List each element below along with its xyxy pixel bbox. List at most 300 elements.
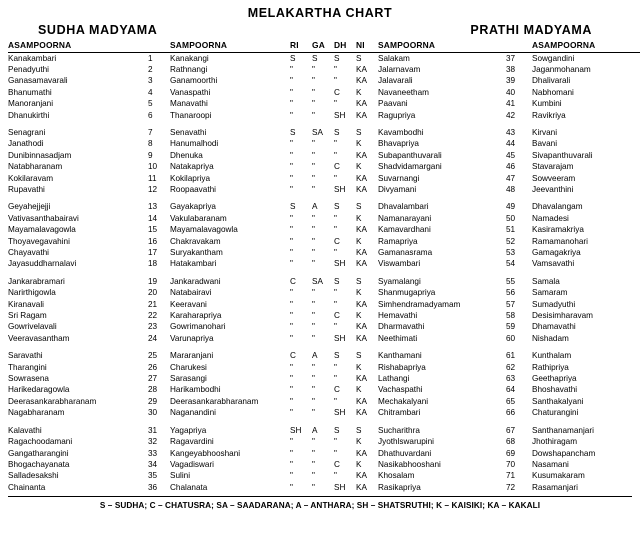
cell-sampoorna-left: Deerasankarabharanam bbox=[170, 396, 259, 406]
cell-asampoorna-right: Kirvani bbox=[532, 127, 558, 137]
cell-ni: S bbox=[356, 127, 362, 137]
cell-asampoorna-left: Veeravasantham bbox=[8, 333, 70, 343]
cell-ri: " bbox=[290, 471, 293, 481]
table-row bbox=[8, 127, 640, 138]
cell-asampoorna-left: Janathodi bbox=[8, 139, 44, 149]
cell-number-right: 50 bbox=[506, 213, 516, 223]
cell-ri: " bbox=[290, 248, 293, 257]
cell-ga: " bbox=[312, 87, 315, 97]
cell-ni: KA bbox=[356, 396, 367, 406]
cell-dh: " bbox=[334, 99, 337, 109]
cell-sampoorna-left: Naganandini bbox=[170, 408, 216, 418]
cell-number-left: 2 bbox=[148, 64, 153, 74]
cell-number-left: 1 bbox=[148, 53, 153, 63]
cell-ni: K bbox=[356, 311, 362, 321]
cell-number-right: 37 bbox=[506, 53, 516, 63]
cell-sampoorna-left: Kangeyabhooshani bbox=[170, 448, 241, 458]
cell-ri: " bbox=[290, 385, 293, 395]
table-row bbox=[8, 213, 640, 224]
table-row bbox=[8, 53, 640, 65]
cell-number-left: 5 bbox=[148, 99, 153, 109]
cell-asampoorna-left: Mayamalavagowla bbox=[8, 225, 76, 235]
cell-asampoorna-right: Sowveeram bbox=[532, 173, 576, 183]
table-row bbox=[8, 184, 640, 195]
cell-number-left: 6 bbox=[148, 110, 153, 120]
cell-ga: " bbox=[312, 173, 315, 183]
cell-number-right: 38 bbox=[506, 64, 516, 74]
cell-dh: S bbox=[334, 202, 340, 212]
cell-number-right: 42 bbox=[506, 110, 516, 120]
cell-number-right: 69 bbox=[506, 448, 516, 458]
cell-asampoorna-right: Desisimharavam bbox=[532, 311, 593, 321]
cell-ga: A bbox=[312, 351, 318, 361]
cell-number-right: 49 bbox=[506, 202, 516, 212]
cell-number-right: 51 bbox=[506, 225, 516, 235]
cell-dh: " bbox=[334, 139, 337, 149]
cell-ri: " bbox=[290, 76, 293, 86]
cell-asampoorna-left: Thoyavegavahini bbox=[8, 236, 70, 246]
cell-number-right: 68 bbox=[506, 437, 516, 447]
cell-ni: S bbox=[356, 425, 362, 435]
cell-dh: SH bbox=[334, 259, 346, 269]
cell-ni: S bbox=[356, 276, 362, 286]
cell-ga: A bbox=[312, 202, 318, 212]
cell-ni: KA bbox=[356, 374, 367, 384]
cell-number-left: 25 bbox=[148, 351, 158, 361]
cell-ga: SA bbox=[312, 127, 323, 137]
cell-asampoorna-left: Bhogachayanata bbox=[8, 459, 70, 469]
cell-sampoorna-left: Yagapriya bbox=[170, 425, 207, 435]
cell-ri: SH bbox=[290, 425, 302, 435]
cell-sampoorna-left: Gowrimanohari bbox=[170, 322, 226, 332]
cell-ri: " bbox=[290, 482, 293, 492]
cell-ga: " bbox=[312, 408, 315, 418]
cell-dh: " bbox=[334, 299, 337, 309]
cell-asampoorna-right: Jeevanthini bbox=[532, 184, 574, 194]
cell-sampoorna-left: Varunapriya bbox=[170, 333, 214, 343]
cell-number-right: 54 bbox=[506, 259, 516, 269]
cell-ri: " bbox=[290, 459, 293, 469]
cell-ri: " bbox=[290, 311, 293, 321]
cell-number-right: 48 bbox=[506, 184, 516, 194]
cell-number-left: 20 bbox=[148, 288, 158, 298]
cell-dh: SH bbox=[334, 184, 346, 194]
cell-sampoorna-right: Ragupriya bbox=[378, 110, 416, 120]
cell-number-left: 28 bbox=[148, 385, 158, 395]
cell-ga: " bbox=[312, 184, 315, 194]
cell-dh: " bbox=[334, 248, 337, 257]
cell-asampoorna-left: Deerasankarabharanam bbox=[8, 396, 97, 406]
cell-sampoorna-left: Gayakapriya bbox=[170, 202, 216, 212]
cell-dh: " bbox=[334, 374, 337, 384]
cell-asampoorna-left: Jayasuddharnalavi bbox=[8, 259, 77, 269]
cell-asampoorna-left: Nagabharanam bbox=[8, 408, 65, 418]
cell-number-right: 53 bbox=[506, 248, 516, 257]
cell-dh: " bbox=[334, 322, 337, 332]
cell-ni: KA bbox=[356, 482, 367, 492]
cell-ga: " bbox=[312, 311, 315, 321]
cell-number-right: 46 bbox=[506, 162, 516, 172]
cell-asampoorna-left: Harikedaragowla bbox=[8, 385, 70, 395]
cell-sampoorna-left: Karaharapriya bbox=[170, 311, 222, 321]
cell-ni: KA bbox=[356, 184, 367, 194]
cell-sampoorna-right: Mechakalyani bbox=[378, 396, 429, 406]
cell-sampoorna-left: Keeravani bbox=[170, 299, 207, 309]
cell-sampoorna-left: Kanakangi bbox=[170, 53, 209, 63]
cell-asampoorna-right: Nabhomani bbox=[532, 87, 574, 97]
cell-ri: " bbox=[290, 150, 293, 160]
cell-ni: KA bbox=[356, 173, 367, 183]
cell-sampoorna-left: Hatakambari bbox=[170, 259, 217, 269]
cell-sampoorna-left: Vagadiswari bbox=[170, 459, 214, 469]
table-row bbox=[8, 248, 640, 259]
cell-asampoorna-left: Chayavathi bbox=[8, 248, 49, 257]
cell-dh: S bbox=[334, 53, 340, 63]
cell-number-right: 63 bbox=[506, 374, 516, 384]
table-row bbox=[8, 225, 640, 236]
cell-ri: S bbox=[290, 127, 296, 137]
cell-sampoorna-right: Jalavarali bbox=[378, 76, 413, 86]
cell-asampoorna-left: Saravathi bbox=[8, 351, 43, 361]
cell-number-right: 56 bbox=[506, 288, 516, 298]
col-dh: DH bbox=[334, 40, 356, 53]
cell-sampoorna-left: Sarasangi bbox=[170, 374, 207, 384]
cell-ri: " bbox=[290, 259, 293, 269]
cell-number-right: 55 bbox=[506, 276, 516, 286]
cell-number-left: 9 bbox=[148, 150, 153, 160]
cell-ga: " bbox=[312, 482, 315, 492]
cell-ni: KA bbox=[356, 259, 367, 269]
cell-ga: " bbox=[312, 471, 315, 481]
cell-asampoorna-left: Sri Ragam bbox=[8, 311, 47, 321]
cell-ga: " bbox=[312, 162, 315, 172]
cell-sampoorna-right: Hemavathi bbox=[378, 311, 418, 321]
cell-ga: SA bbox=[312, 276, 323, 286]
cell-number-right: 43 bbox=[506, 127, 516, 137]
cell-ni: KA bbox=[356, 408, 367, 418]
cell-sampoorna-left: Ganamoorthi bbox=[170, 76, 218, 86]
cell-number-left: 33 bbox=[148, 448, 158, 458]
cell-number-left: 19 bbox=[148, 276, 158, 286]
table-row bbox=[8, 459, 640, 470]
melakartha-table bbox=[8, 40, 640, 494]
cell-asampoorna-right: Sowgandini bbox=[532, 53, 575, 63]
cell-asampoorna-left: Ragachoodamani bbox=[8, 437, 73, 447]
cell-sampoorna-left: Senavathi bbox=[170, 127, 207, 137]
cell-sampoorna-right: Gamanasrama bbox=[378, 248, 433, 257]
cell-ni: KA bbox=[356, 471, 367, 481]
cell-ri: " bbox=[290, 213, 293, 223]
table-row bbox=[8, 202, 640, 213]
cell-sampoorna-left: Natakapriya bbox=[170, 162, 214, 172]
cell-sampoorna-right: Dharmavathi bbox=[378, 322, 425, 332]
left-section-title: SUDHA MADYAMA bbox=[38, 23, 158, 37]
cell-number-right: 59 bbox=[506, 322, 516, 332]
cell-sampoorna-right: Suvarnangi bbox=[378, 173, 420, 183]
cell-number-left: 24 bbox=[148, 333, 158, 343]
cell-dh: " bbox=[334, 173, 337, 183]
cell-dh: S bbox=[334, 425, 340, 435]
cell-number-left: 18 bbox=[148, 259, 158, 269]
cell-asampoorna-right: Geethapriya bbox=[532, 374, 577, 384]
cell-sampoorna-right: Syamalangi bbox=[378, 276, 421, 286]
table-row bbox=[8, 236, 640, 247]
cell-asampoorna-right: Ravikriya bbox=[532, 110, 566, 120]
cell-number-left: 30 bbox=[148, 408, 158, 418]
cell-asampoorna-right: Nasamani bbox=[532, 459, 569, 469]
cell-sampoorna-left: Charukesi bbox=[170, 362, 207, 372]
cell-dh: " bbox=[334, 362, 337, 372]
cell-number-right: 64 bbox=[506, 385, 516, 395]
cell-number-left: 8 bbox=[148, 139, 153, 149]
cell-asampoorna-right: Sivapanthuvarali bbox=[532, 150, 593, 160]
cell-asampoorna-right: Santhakalyani bbox=[532, 396, 584, 406]
page-title: MELAKARTHA CHART bbox=[247, 6, 393, 20]
cell-dh: " bbox=[334, 76, 337, 86]
table-row bbox=[8, 288, 640, 299]
cell-ri: " bbox=[290, 64, 293, 74]
cell-number-right: 65 bbox=[506, 396, 516, 406]
cell-ga: " bbox=[312, 385, 315, 395]
section-titles bbox=[8, 23, 632, 37]
table-row bbox=[8, 448, 640, 459]
cell-number-left: 22 bbox=[148, 311, 158, 321]
table-row bbox=[8, 110, 640, 121]
cell-sampoorna-left: Mayamalavagowla bbox=[170, 225, 238, 235]
cell-dh: SH bbox=[334, 408, 346, 418]
cell-ni: K bbox=[356, 385, 362, 395]
cell-dh: " bbox=[334, 288, 337, 298]
cell-asampoorna-right: Jhothiragam bbox=[532, 437, 578, 447]
cell-asampoorna-right: Vamsavathi bbox=[532, 259, 575, 269]
cell-dh: " bbox=[334, 437, 337, 447]
cell-ga: " bbox=[312, 459, 315, 469]
cell-sampoorna-right: Kanthamani bbox=[378, 351, 422, 361]
cell-sampoorna-right: Vachaspathi bbox=[378, 385, 423, 395]
cell-asampoorna-right: Kasiramakriya bbox=[532, 225, 584, 235]
table-row bbox=[8, 99, 640, 110]
right-section-title: PRATHI MADYAMA bbox=[470, 23, 592, 37]
cell-sampoorna-left: Harikambodhi bbox=[170, 385, 221, 395]
cell-ri: " bbox=[290, 448, 293, 458]
legend-note: S – SUDHA; C – CHATUSRA; SA – SAADARANA; A – ANTHARA; SH – SHATSRUTHI; K – KAISIKI; KA – KAKALI bbox=[8, 496, 632, 510]
cell-number-left: 36 bbox=[148, 482, 158, 492]
cell-sampoorna-left: Dhenuka bbox=[170, 150, 203, 160]
header-row bbox=[8, 40, 640, 53]
cell-sampoorna-left: Kokilapriya bbox=[170, 173, 211, 183]
cell-sampoorna-left: Roopaavathi bbox=[170, 184, 216, 194]
cell-ga: " bbox=[312, 139, 315, 149]
cell-asampoorna-right: Nishadam bbox=[532, 333, 569, 343]
cell-ga: " bbox=[312, 110, 315, 120]
cell-sampoorna-right: Nasikabhooshani bbox=[378, 459, 441, 469]
cell-asampoorna-left: Gangatharangini bbox=[8, 448, 69, 458]
cell-ri: " bbox=[290, 299, 293, 309]
col-sampoorna-right: SAMPOORNA bbox=[378, 40, 506, 53]
cell-asampoorna-left: Penadyuthi bbox=[8, 64, 49, 74]
cell-sampoorna-right: Shadvidamargani bbox=[378, 162, 442, 172]
cell-sampoorna-left: Rathnangi bbox=[170, 64, 208, 74]
cell-ri: " bbox=[290, 162, 293, 172]
table-row bbox=[8, 76, 640, 87]
cell-ga: " bbox=[312, 99, 315, 109]
cell-asampoorna-right: Sumadyuthi bbox=[532, 299, 576, 309]
cell-number-left: 23 bbox=[148, 322, 158, 332]
cell-number-left: 12 bbox=[148, 184, 158, 194]
col-asampoorna-right: ASAMPOORNA bbox=[532, 40, 640, 53]
cell-ni: S bbox=[356, 351, 362, 361]
cell-ri: C bbox=[290, 351, 296, 361]
cell-asampoorna-right: Samala bbox=[532, 276, 560, 286]
cell-dh: " bbox=[334, 64, 337, 74]
cell-asampoorna-left: Bhanumathi bbox=[8, 87, 52, 97]
cell-asampoorna-left: Jankarabramari bbox=[8, 276, 65, 286]
table-row bbox=[8, 471, 640, 482]
cell-sampoorna-right: Subapanthuvarali bbox=[378, 150, 442, 160]
cell-ri: " bbox=[290, 87, 293, 97]
cell-sampoorna-right: Simhendramadyamam bbox=[378, 299, 461, 309]
table-row bbox=[8, 385, 640, 396]
table-row bbox=[8, 311, 640, 322]
cell-number-left: 15 bbox=[148, 225, 158, 235]
cell-asampoorna-right: Dhamavathi bbox=[532, 322, 576, 332]
cell-sampoorna-left: Jankaradwani bbox=[170, 276, 221, 286]
cell-ni: K bbox=[356, 236, 362, 246]
cell-dh: C bbox=[334, 162, 340, 172]
cell-sampoorna-right: Jalarnavam bbox=[378, 64, 421, 74]
cell-ni: K bbox=[356, 87, 362, 97]
cell-sampoorna-left: Vanaspathi bbox=[170, 87, 211, 97]
col-ni: NI bbox=[356, 40, 378, 53]
cell-asampoorna-right: Chaturangini bbox=[532, 408, 579, 418]
cell-asampoorna-right: Dowshapancham bbox=[532, 448, 596, 458]
cell-number-left: 17 bbox=[148, 248, 158, 257]
cell-sampoorna-right: Rasikapriya bbox=[378, 482, 421, 492]
cell-asampoorna-left: Narirthigowla bbox=[8, 288, 56, 298]
cell-number-right: 47 bbox=[506, 173, 516, 183]
cell-sampoorna-left: Chakravakam bbox=[170, 236, 221, 246]
cell-asampoorna-right: Ramamanohari bbox=[532, 236, 588, 246]
cell-ga: " bbox=[312, 248, 315, 257]
cell-number-left: 31 bbox=[148, 425, 158, 435]
table-row bbox=[8, 173, 640, 184]
table-row bbox=[8, 396, 640, 407]
cell-sampoorna-right: Lathangi bbox=[378, 374, 410, 384]
cell-ri: " bbox=[290, 288, 293, 298]
cell-asampoorna-right: Bavani bbox=[532, 139, 558, 149]
cell-sampoorna-right: Dhavalambari bbox=[378, 202, 429, 212]
cell-number-left: 26 bbox=[148, 362, 158, 372]
cell-number-right: 62 bbox=[506, 362, 516, 372]
cell-number-left: 7 bbox=[148, 127, 153, 137]
cell-number-left: 32 bbox=[148, 437, 158, 447]
cell-sampoorna-right: Rishabapriya bbox=[378, 362, 426, 372]
cell-number-left: 10 bbox=[148, 162, 158, 172]
cell-asampoorna-right: Gamagakriya bbox=[532, 248, 581, 257]
cell-ni: KA bbox=[356, 110, 367, 120]
cell-sampoorna-right: Bhavapriya bbox=[378, 139, 419, 149]
cell-dh: SH bbox=[334, 482, 346, 492]
cell-sampoorna-left: Mararanjani bbox=[170, 351, 214, 361]
cell-sampoorna-right: Kamavardhani bbox=[378, 225, 431, 235]
cell-number-right: 39 bbox=[506, 76, 516, 86]
table-row bbox=[8, 482, 640, 493]
cell-asampoorna-left: Geyahejjejji bbox=[8, 202, 51, 212]
cell-dh: S bbox=[334, 351, 340, 361]
cell-asampoorna-right: Rathipriya bbox=[532, 362, 569, 372]
cell-asampoorna-left: Kiranavali bbox=[8, 299, 44, 309]
cell-dh: " bbox=[334, 150, 337, 160]
cell-sampoorna-right: Jyothlswarupini bbox=[378, 437, 434, 447]
cell-dh: SH bbox=[334, 110, 346, 120]
col-number-left bbox=[148, 40, 170, 53]
cell-dh: " bbox=[334, 448, 337, 458]
cell-number-left: 34 bbox=[148, 459, 158, 469]
cell-ga: " bbox=[312, 322, 315, 332]
cell-sampoorna-left: Sulini bbox=[170, 471, 191, 481]
cell-sampoorna-left: Natabairavi bbox=[170, 288, 212, 298]
cell-sampoorna-right: Dhathuvardani bbox=[378, 448, 432, 458]
cell-sampoorna-right: Neethimati bbox=[378, 333, 418, 343]
cell-ni: KA bbox=[356, 150, 367, 160]
table-row bbox=[8, 150, 640, 161]
cell-asampoorna-left: Sowrasena bbox=[8, 374, 49, 384]
table-row bbox=[8, 299, 640, 310]
cell-number-right: 72 bbox=[506, 482, 516, 492]
cell-asampoorna-left: Salladesakshi bbox=[8, 471, 59, 481]
cell-ga: " bbox=[312, 236, 315, 246]
cell-number-right: 66 bbox=[506, 408, 516, 418]
cell-number-left: 13 bbox=[148, 202, 158, 212]
cell-sampoorna-right: Chitrambari bbox=[378, 408, 421, 418]
cell-ni: K bbox=[356, 213, 362, 223]
cell-sampoorna-right: Paavani bbox=[378, 99, 408, 109]
cell-asampoorna-right: Kusumakaram bbox=[532, 471, 585, 481]
cell-ni: KA bbox=[356, 225, 367, 235]
cell-number-right: 40 bbox=[506, 87, 516, 97]
cell-ga: " bbox=[312, 288, 315, 298]
cell-ri: " bbox=[290, 333, 293, 343]
cell-asampoorna-left: Kanakambari bbox=[8, 53, 57, 63]
cell-ga: " bbox=[312, 76, 315, 86]
cell-sampoorna-right: Viswambari bbox=[378, 259, 421, 269]
cell-dh: C bbox=[334, 236, 340, 246]
cell-sampoorna-right: Shanmugapriya bbox=[378, 288, 436, 298]
cell-ni: K bbox=[356, 459, 362, 469]
table-row bbox=[8, 87, 640, 98]
cell-dh: " bbox=[334, 471, 337, 481]
cell-ri: " bbox=[290, 99, 293, 109]
cell-dh: C bbox=[334, 385, 340, 395]
cell-dh: S bbox=[334, 276, 340, 286]
cell-ga: " bbox=[312, 448, 315, 458]
table-row bbox=[8, 322, 640, 333]
cell-number-left: 4 bbox=[148, 87, 153, 97]
cell-number-left: 35 bbox=[148, 471, 158, 481]
cell-sampoorna-right: Ramapriya bbox=[378, 236, 418, 246]
cell-dh: C bbox=[334, 459, 340, 469]
cell-number-left: 21 bbox=[148, 299, 158, 309]
cell-ri: " bbox=[290, 184, 293, 194]
cell-sampoorna-right: Kavambodhi bbox=[378, 127, 424, 137]
cell-asampoorna-left: Manoranjani bbox=[8, 99, 54, 109]
cell-sampoorna-right: Divyamani bbox=[378, 184, 417, 194]
cell-asampoorna-right: Dhavalangam bbox=[532, 202, 583, 212]
cell-asampoorna-right: Rasamanjari bbox=[532, 482, 578, 492]
cell-asampoorna-left: Kokilaravam bbox=[8, 173, 54, 183]
cell-sampoorna-left: Suryakantham bbox=[170, 248, 223, 257]
cell-ni: K bbox=[356, 139, 362, 149]
